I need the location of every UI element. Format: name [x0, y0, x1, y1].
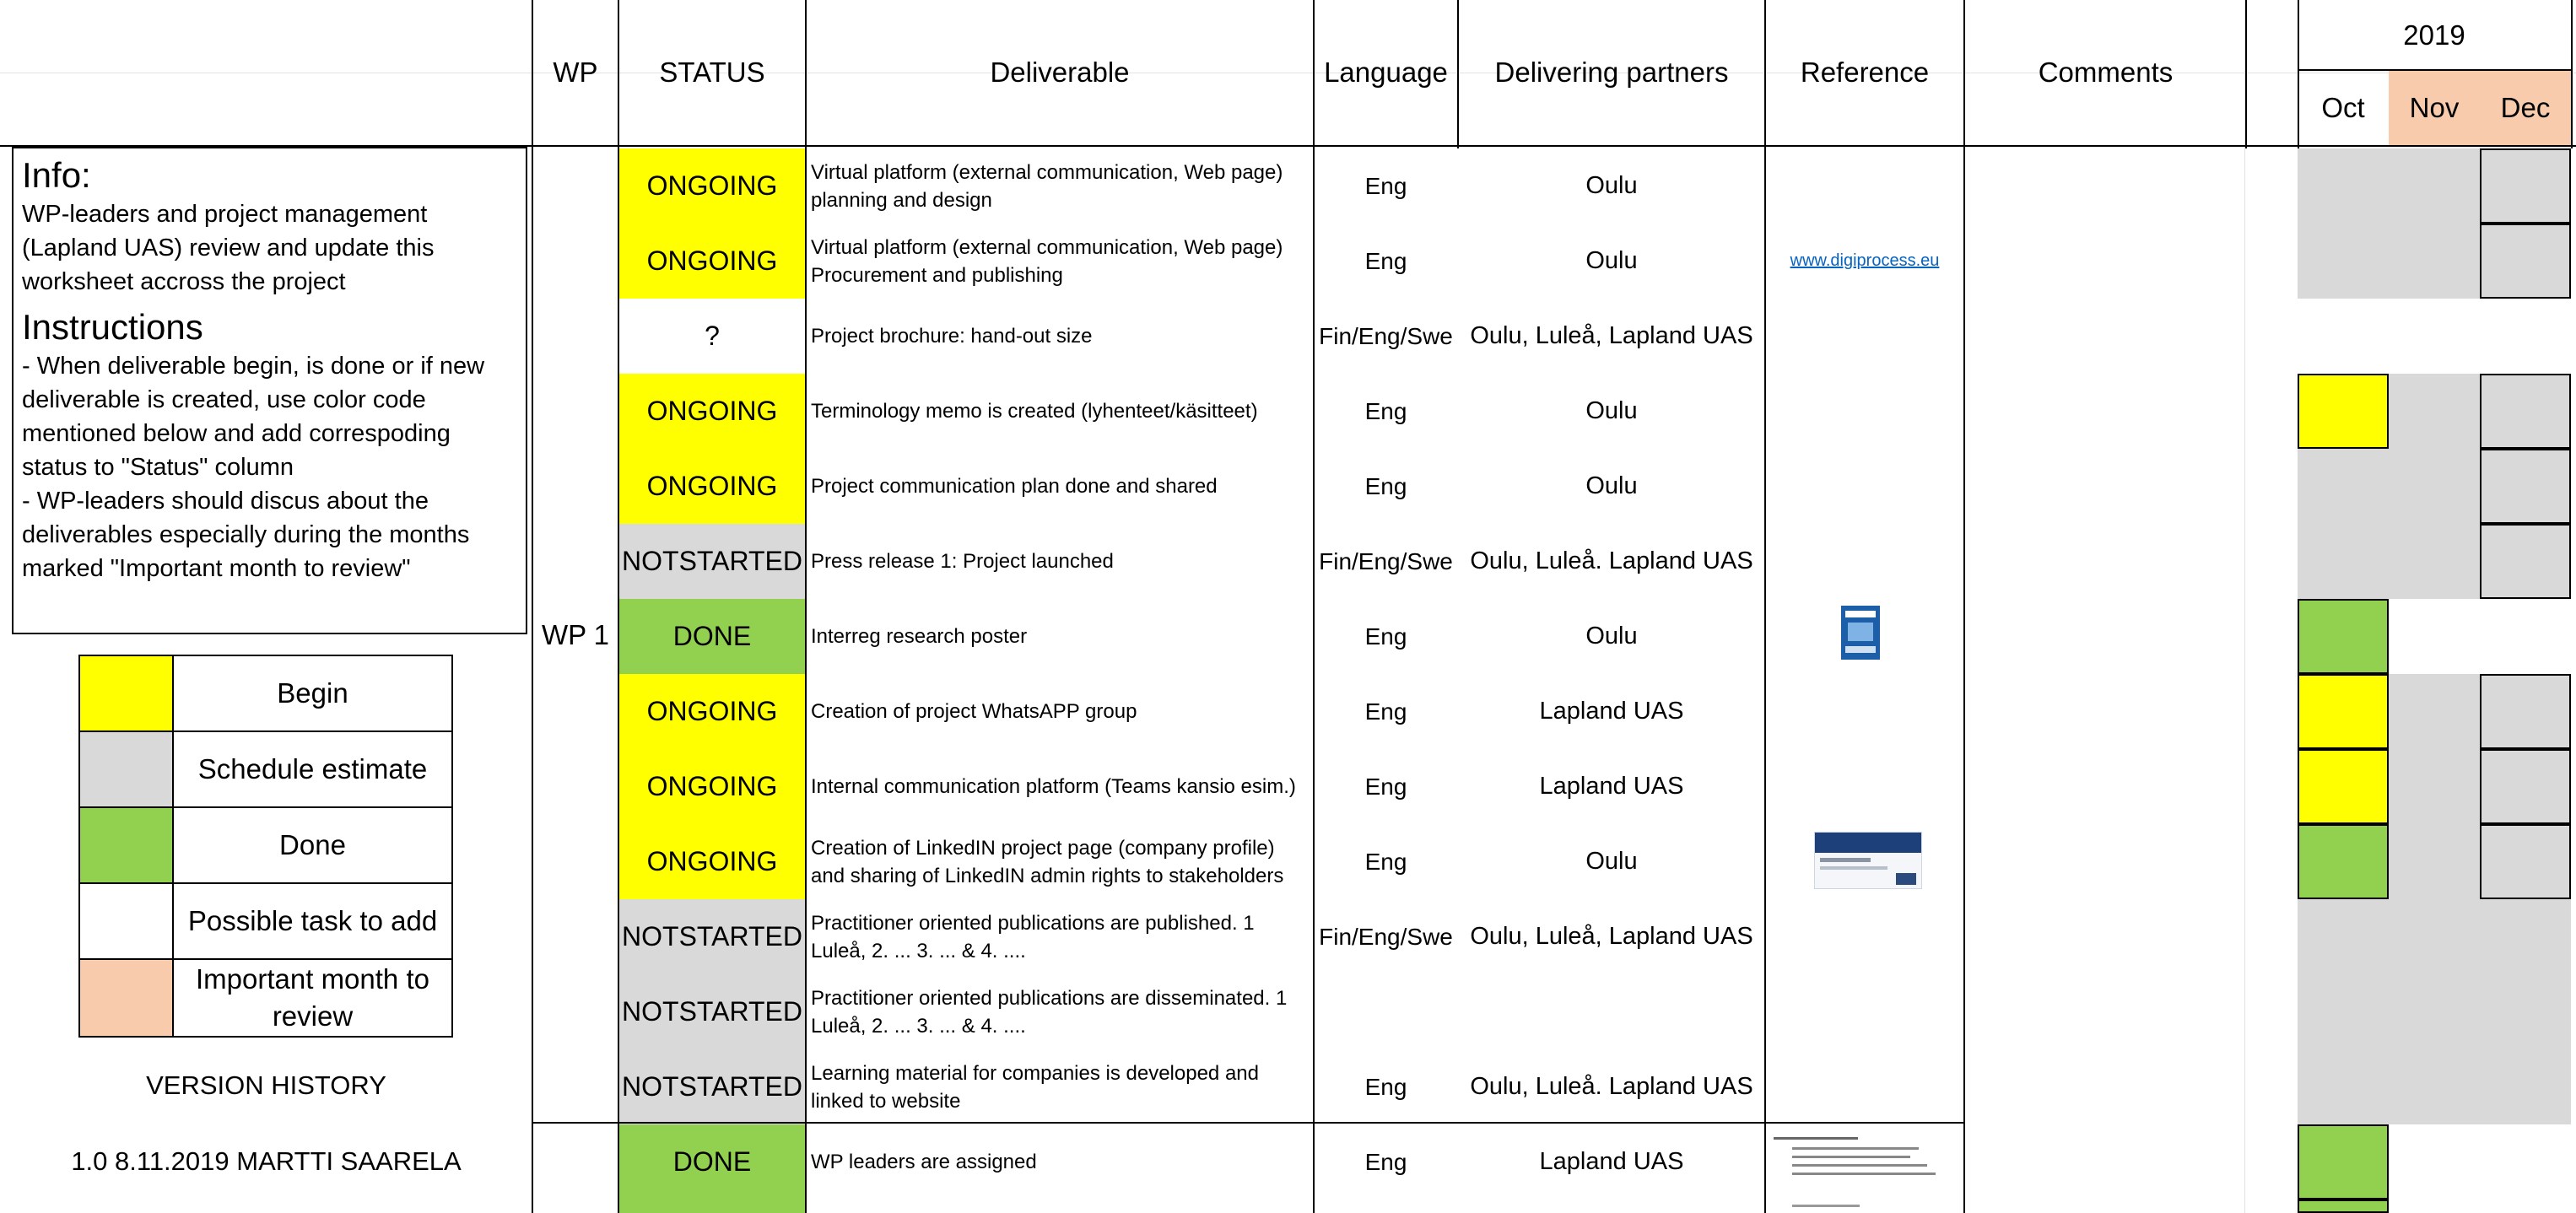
timeline-cell[interactable] [2480, 1124, 2571, 1200]
reference-link[interactable]: www.digiprocess.eu [1790, 251, 1940, 270]
wp-label: WP 1 [541, 619, 610, 650]
timeline-cell[interactable] [2389, 674, 2480, 749]
poster-thumbnail[interactable] [1841, 606, 1880, 660]
comments-cell[interactable] [1964, 674, 2247, 749]
deliverable-cell[interactable]: Creation of LinkedIN project page (company profile) and sharing of LinkedIN admin rights to stakeholders [811, 836, 1284, 887]
status-cell[interactable]: ONGOING [618, 674, 806, 749]
timeline-cell[interactable] [2298, 299, 2389, 374]
language-cell[interactable]: Eng [1364, 1073, 1407, 1100]
timeline-cell[interactable] [2389, 224, 2480, 299]
header-deliverable: Deliverable [990, 57, 1130, 88]
timeline-cell[interactable] [2298, 899, 2389, 974]
legend-label-schedule: Schedule estimate [172, 730, 453, 808]
language-cell[interactable]: Eng [1364, 397, 1407, 424]
comments-cell[interactable] [1964, 824, 2247, 899]
timeline-cell[interactable] [2480, 599, 2571, 674]
timeline-cell[interactable] [2480, 299, 2571, 374]
instructions-title: Instructions [22, 307, 203, 347]
timeline-cell[interactable] [2389, 974, 2480, 1049]
deliverable-cell[interactable]: Project brochure: hand-out size [811, 325, 1093, 348]
header-month-oct: Oct [2321, 92, 2365, 123]
timeline-cell[interactable] [2480, 899, 2571, 974]
comments-cell[interactable] [1964, 148, 2247, 224]
partners-cell[interactable]: Oulu [1585, 623, 1638, 650]
legend-label-possible: Possible task to add [172, 882, 453, 960]
partners-cell[interactable]: Lapland UAS [1539, 773, 1684, 800]
timeline-cell[interactable] [2389, 449, 2480, 524]
partners-cell[interactable]: Oulu, Luleå. Lapland UAS [1470, 1073, 1753, 1100]
header-reference: Reference [1800, 57, 1930, 88]
legend-swatch-possible [78, 882, 174, 960]
reference-cell[interactable] [1765, 224, 1964, 299]
comments-cell[interactable] [1964, 1124, 2247, 1200]
partners-cell[interactable]: Oulu [1585, 848, 1638, 875]
timeline-cell[interactable] [2298, 749, 2389, 824]
language-cell[interactable]: Fin/Eng/Swe [1319, 547, 1453, 574]
comments-cell[interactable] [1964, 749, 2247, 824]
status-cell[interactable]: NOTSTARTED [618, 974, 806, 1049]
deliverable-cell[interactable]: Terminology memo is created (lyhenteet/käsitteet) [811, 400, 1258, 423]
header-language: Language [1324, 57, 1448, 88]
comments-cell[interactable] [1964, 224, 2247, 299]
partners-cell[interactable]: Oulu, Luleå. Lapland UAS [1470, 547, 1753, 574]
language-cell[interactable]: Eng [1364, 623, 1407, 650]
status-cell[interactable]: ONGOING [618, 449, 806, 524]
timeline-cell[interactable] [2389, 749, 2480, 824]
timeline-cell[interactable] [2298, 449, 2389, 524]
legend-label-begin: Begin [172, 655, 453, 732]
partners-cell[interactable]: Oulu [1585, 247, 1638, 274]
timeline-cell[interactable] [2389, 1124, 2480, 1200]
status-cell[interactable]: NOTSTARTED [618, 524, 806, 599]
reference-cell[interactable] [1765, 449, 1964, 524]
timeline-cell[interactable] [2389, 899, 2480, 974]
reference-cell[interactable] [1765, 749, 1964, 824]
partners-cell[interactable]: Oulu [1585, 397, 1638, 424]
deliverable-cell[interactable]: Press release 1: Project launched [811, 550, 1114, 573]
comments-cell[interactable] [1964, 974, 2247, 1049]
deliverable-cell[interactable]: Learning material for companies is developed and linked to website [811, 1061, 1259, 1113]
timeline-cell[interactable] [2389, 524, 2480, 599]
comments-cell[interactable] [1964, 599, 2247, 674]
wp-leaders-document-thumbnail[interactable] [1767, 1125, 1963, 1213]
timeline-cell[interactable] [2480, 749, 2571, 824]
comments-cell[interactable] [1964, 524, 2247, 599]
timeline-cell[interactable] [2480, 374, 2571, 449]
timeline-cell[interactable] [2389, 599, 2480, 674]
language-cell[interactable]: Eng [1364, 172, 1407, 199]
timeline-cell[interactable] [2298, 1200, 2389, 1213]
status-cell[interactable]: DONE [618, 599, 806, 674]
deliverable-cell[interactable]: Practitioner oriented publications are disseminated. 1 Luleå, 2. ... 3. ... & 4. .... [811, 986, 1288, 1038]
header-year: 2019 [2403, 19, 2465, 51]
timeline-cell[interactable] [2480, 224, 2571, 299]
comments-cell[interactable] [1964, 374, 2247, 449]
partners-cell[interactable]: Oulu, Luleå, Lapland UAS [1470, 923, 1753, 950]
partners-cell[interactable]: Oulu, Luleå, Lapland UAS [1470, 322, 1753, 349]
timeline-cell[interactable] [2480, 674, 2571, 749]
timeline-cell[interactable] [2480, 449, 2571, 524]
language-cell[interactable]: Eng [1364, 1148, 1407, 1175]
timeline-cell[interactable] [2298, 524, 2389, 599]
reference-cell[interactable] [1765, 674, 1964, 749]
reference-cell[interactable] [1765, 974, 1964, 1049]
timeline-cell[interactable] [2298, 599, 2389, 674]
reference-cell[interactable] [1765, 1049, 1964, 1124]
status-cell[interactable]: NOTSTARTED [618, 899, 806, 974]
language-cell[interactable]: Eng [1364, 848, 1407, 875]
timeline-cell[interactable] [2298, 1124, 2389, 1200]
timeline-cell[interactable] [2480, 974, 2571, 1049]
timeline-cell[interactable] [2298, 674, 2389, 749]
comments-cell[interactable] [1964, 449, 2247, 524]
status-cell[interactable] [618, 1200, 806, 1213]
status-cell[interactable]: ONGOING [618, 374, 806, 449]
info-text: WP-leaders and project management (Lapland UAS) review and update this worksheet accross the project [22, 201, 435, 295]
deliverable-cell[interactable]: Interreg research poster [811, 625, 1028, 648]
version-history-title: VERSION HISTORY [146, 1070, 386, 1100]
reference-cell[interactable] [1765, 524, 1964, 599]
language-cell[interactable]: Fin/Eng/Swe [1319, 322, 1453, 349]
timeline-cell[interactable] [2480, 524, 2571, 599]
language-cell[interactable]: Fin/Eng/Swe [1319, 923, 1453, 950]
partners-cell[interactable]: Oulu [1585, 472, 1638, 499]
status-cell[interactable]: ONGOING [618, 224, 806, 299]
deliverable-cell[interactable]: WP leaders are assigned [811, 1151, 1037, 1173]
header-comments: Comments [2038, 57, 2174, 88]
header-month-dec: Dec [2480, 71, 2571, 145]
partners-cell[interactable]: Oulu [1585, 172, 1638, 199]
instructions-text: - When deliverable begin, is done or if new deliverable is created, use color code mentioned below and add correspoding status to "Status" column - WP-leaders should discus about the deliverables especially during the months marked "Important month to review" [22, 353, 485, 582]
timeline-cell[interactable] [2298, 374, 2389, 449]
status-cell[interactable]: NOTSTARTED [618, 1049, 806, 1124]
deliverable-cell[interactable]: Creation of project WhatsAPP group [811, 700, 1137, 723]
linkedin-thumbnail[interactable] [1814, 832, 1922, 889]
deliverable-cell[interactable]: Virtual platform (external communication, Web page) Procurement and publishing [811, 235, 1283, 287]
status-cell[interactable]: ONGOING [618, 148, 806, 224]
deliverable-cell[interactable]: Internal communication platform (Teams kansio esim.) [811, 775, 1296, 798]
header-wp: WP [553, 57, 598, 88]
deliverable-cell[interactable]: Project communication plan done and shared [811, 475, 1218, 498]
reference-cell[interactable] [1765, 299, 1964, 374]
header-partners: Delivering partners [1494, 57, 1729, 88]
timeline-cell[interactable] [2480, 148, 2571, 224]
timeline-cell[interactable] [2298, 148, 2389, 224]
status-cell[interactable]: DONE [618, 1124, 806, 1200]
deliverable-cell[interactable]: Practitioner oriented publications are published. 1 Luleå, 2. ... 3. ... & 4. .... [811, 911, 1255, 962]
header-status: STATUS [659, 57, 765, 88]
timeline-cell[interactable] [2298, 1049, 2389, 1124]
legend-label-done: Done [172, 806, 453, 884]
reference-cell[interactable] [1765, 374, 1964, 449]
info-box [12, 147, 527, 634]
timeline-cell[interactable] [2480, 824, 2571, 899]
timeline-cell[interactable] [2480, 1049, 2571, 1124]
timeline-cell[interactable] [2389, 1049, 2480, 1124]
comments-cell[interactable] [1964, 299, 2247, 374]
version-history-entry: 1.0 8.11.2019 MARTTI SAARELA [71, 1146, 462, 1176]
partners-cell[interactable]: Lapland UAS [1539, 1148, 1684, 1175]
info-title: Info: [22, 155, 91, 195]
timeline-cell[interactable] [2389, 374, 2480, 449]
status-cell[interactable]: ONGOING [618, 749, 806, 824]
legend-swatch-begin [78, 655, 174, 732]
timeline-cell[interactable] [2298, 974, 2389, 1049]
partners-cell[interactable]: Lapland UAS [1539, 698, 1684, 725]
timeline-cell[interactable] [2298, 224, 2389, 299]
timeline-cell[interactable] [2389, 824, 2480, 899]
timeline-cell[interactable] [2389, 299, 2480, 374]
timeline-cell[interactable] [2389, 148, 2480, 224]
legend-table [78, 655, 453, 1038]
reference-cell[interactable] [1765, 899, 1964, 974]
status-cell[interactable]: ONGOING [618, 824, 806, 899]
timeline-cell[interactable] [2298, 824, 2389, 899]
language-cell[interactable]: Eng [1364, 698, 1407, 725]
legend-swatch-done [78, 806, 174, 884]
language-cell[interactable] [1314, 974, 1458, 1049]
comments-cell[interactable] [1964, 1049, 2247, 1124]
deliverable-cell[interactable]: Virtual platform (external communication, Web page) planning and design [811, 160, 1283, 212]
comments-cell[interactable] [1964, 899, 2247, 974]
status-cell[interactable]: ? [705, 321, 720, 351]
language-cell[interactable]: Eng [1364, 773, 1407, 800]
partners-cell[interactable] [1458, 974, 1765, 1049]
reference-cell[interactable] [1765, 148, 1964, 224]
legend-swatch-schedule [78, 730, 174, 808]
legend-label-important: Important month to review [172, 958, 453, 1038]
language-cell[interactable]: Eng [1364, 247, 1407, 274]
header-month-nov: Nov [2389, 71, 2480, 145]
legend-swatch-important [78, 958, 174, 1038]
language-cell[interactable]: Eng [1364, 472, 1407, 499]
